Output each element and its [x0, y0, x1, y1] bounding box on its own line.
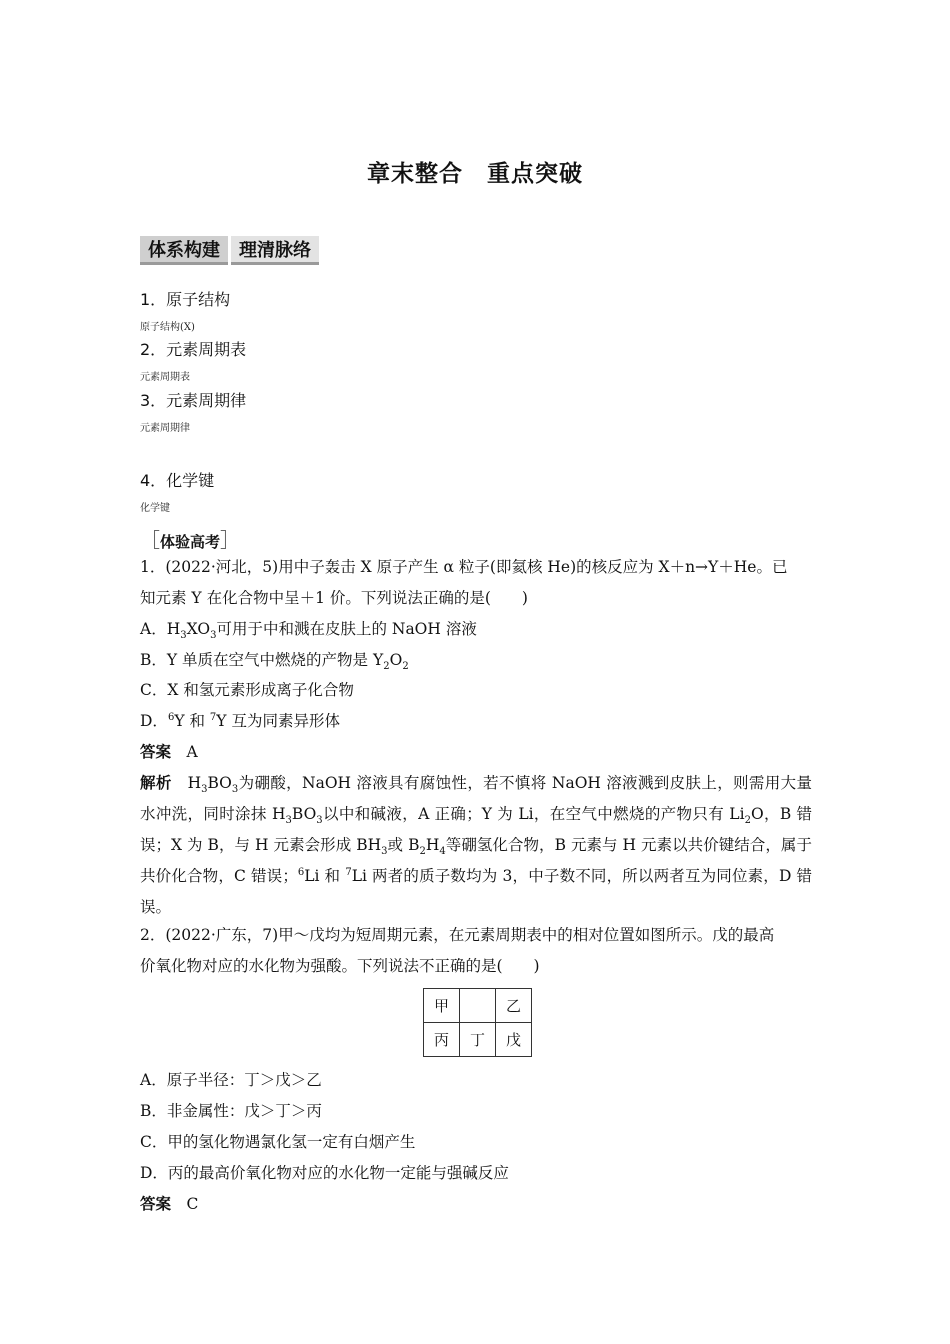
- section-heading-4: 4．化学键: [140, 471, 215, 490]
- section-sub-1: 原子结构(X): [140, 322, 195, 333]
- table-cell-empty: [460, 989, 496, 1023]
- section-heading-2: 2．元素周期表: [140, 340, 247, 359]
- q2-option-d: D．丙的最高价氧化物对应的水化物一定能与强碱反应: [140, 1164, 509, 1182]
- table-cell-ding: 丁: [460, 1023, 496, 1057]
- section-heading-1: 1．原子结构: [140, 290, 231, 309]
- q2-stem-line1: 2．(2022·广东，7)甲～戊均为短周期元素，在元素周期表中的相对位置如图所示。戊的最高: [140, 926, 775, 944]
- table-row: [424, 1023, 532, 1057]
- page-title: 章末整合 重点突破: [367, 161, 583, 187]
- q2-stem-line2: 价氧化物对应的水化物为强酸。下列说法不正确的是( ): [140, 957, 540, 975]
- q2-option-c: C．甲的氢化物遇氯化氢一定有白烟产生: [140, 1133, 416, 1151]
- bracket-open: ［: [140, 528, 160, 552]
- q1-option-b: B．Y 单质在空气中燃烧的产物是 $Y_2O_2$: [140, 651, 409, 673]
- answer-label: 答案: [140, 743, 172, 761]
- answer-value: A: [186, 743, 198, 761]
- table-cell-bing: 丙: [424, 1023, 460, 1057]
- exam-section-title: [140, 524, 240, 553]
- exam-title-text: 体验高考: [160, 533, 221, 551]
- q1-answer: [140, 737, 198, 768]
- banner-left-label: 体系构建: [140, 236, 228, 265]
- q1-option-d: D．$^6$Y 和 $^7$Y 互为同素异形体: [140, 711, 340, 730]
- q1-option-a: A．$H_3XO_3$可用于中和溅在皮肤上的 NaOH 溶液: [140, 620, 477, 642]
- answer-value: C: [186, 1195, 199, 1213]
- q1-analysis: 解析 $H_3BO_3$为硼酸，NaOH 溶液具有腐蚀性，若不慎将 NaOH 溶液溅到皮肤上，则需用大量水冲洗，同时涂抹 $H_3BO_3$以中和碱液，A 正确；Y 为 Li，在空气中燃烧的产物只有 $Li_2O$，B 错误；X 为 B，与 H 元素会形成 $BH_3$或 $B_2H_4$等硼氢化合物，B 元素与 H 元素以共价键结合，属于共价化合物，C 错误；$^6$Li 和 $^7$Li 两者的质子数均为 3，中子数不同，所以两者互为同位素，D 错误。: [140, 774, 812, 916]
- section-sub-3: 元素周期律: [140, 423, 190, 434]
- section-sub-2: 元素周期表: [140, 372, 190, 383]
- table-cell-jia: 甲: [424, 989, 460, 1023]
- q1-stem-line2: 知元素 Y 在化合物中呈＋1 价。下列说法正确的是( ): [140, 589, 528, 607]
- table-cell-wu: 戊: [496, 1023, 532, 1057]
- section-sub-4: 化学键: [140, 503, 170, 514]
- periodic-position-table: [423, 988, 532, 1057]
- analysis-label: 解析: [140, 774, 172, 792]
- section-banner: [140, 236, 319, 265]
- banner-right-label: 理清脉络: [231, 236, 319, 265]
- q1-option-c: C．X 和氢元素形成离子化合物: [140, 681, 354, 699]
- bracket-close: ］: [220, 528, 241, 552]
- q1-stem-line1: 1．(2022·河北，5)用中子轰击 X 原子产生 α 粒子(即氦核 He)的核反应为 X＋n→Y＋He。已: [140, 558, 788, 576]
- section-heading-3: 3．元素周期律: [140, 391, 247, 410]
- q2-answer: [140, 1189, 198, 1220]
- table-row: [424, 989, 532, 1023]
- table-cell-yi: 乙: [496, 989, 532, 1023]
- q2-option-b: B．非金属性：戊＞丁＞丙: [140, 1102, 322, 1120]
- answer-label: 答案: [140, 1195, 172, 1213]
- q2-option-a: A．原子半径：丁＞戊＞乙: [140, 1071, 322, 1089]
